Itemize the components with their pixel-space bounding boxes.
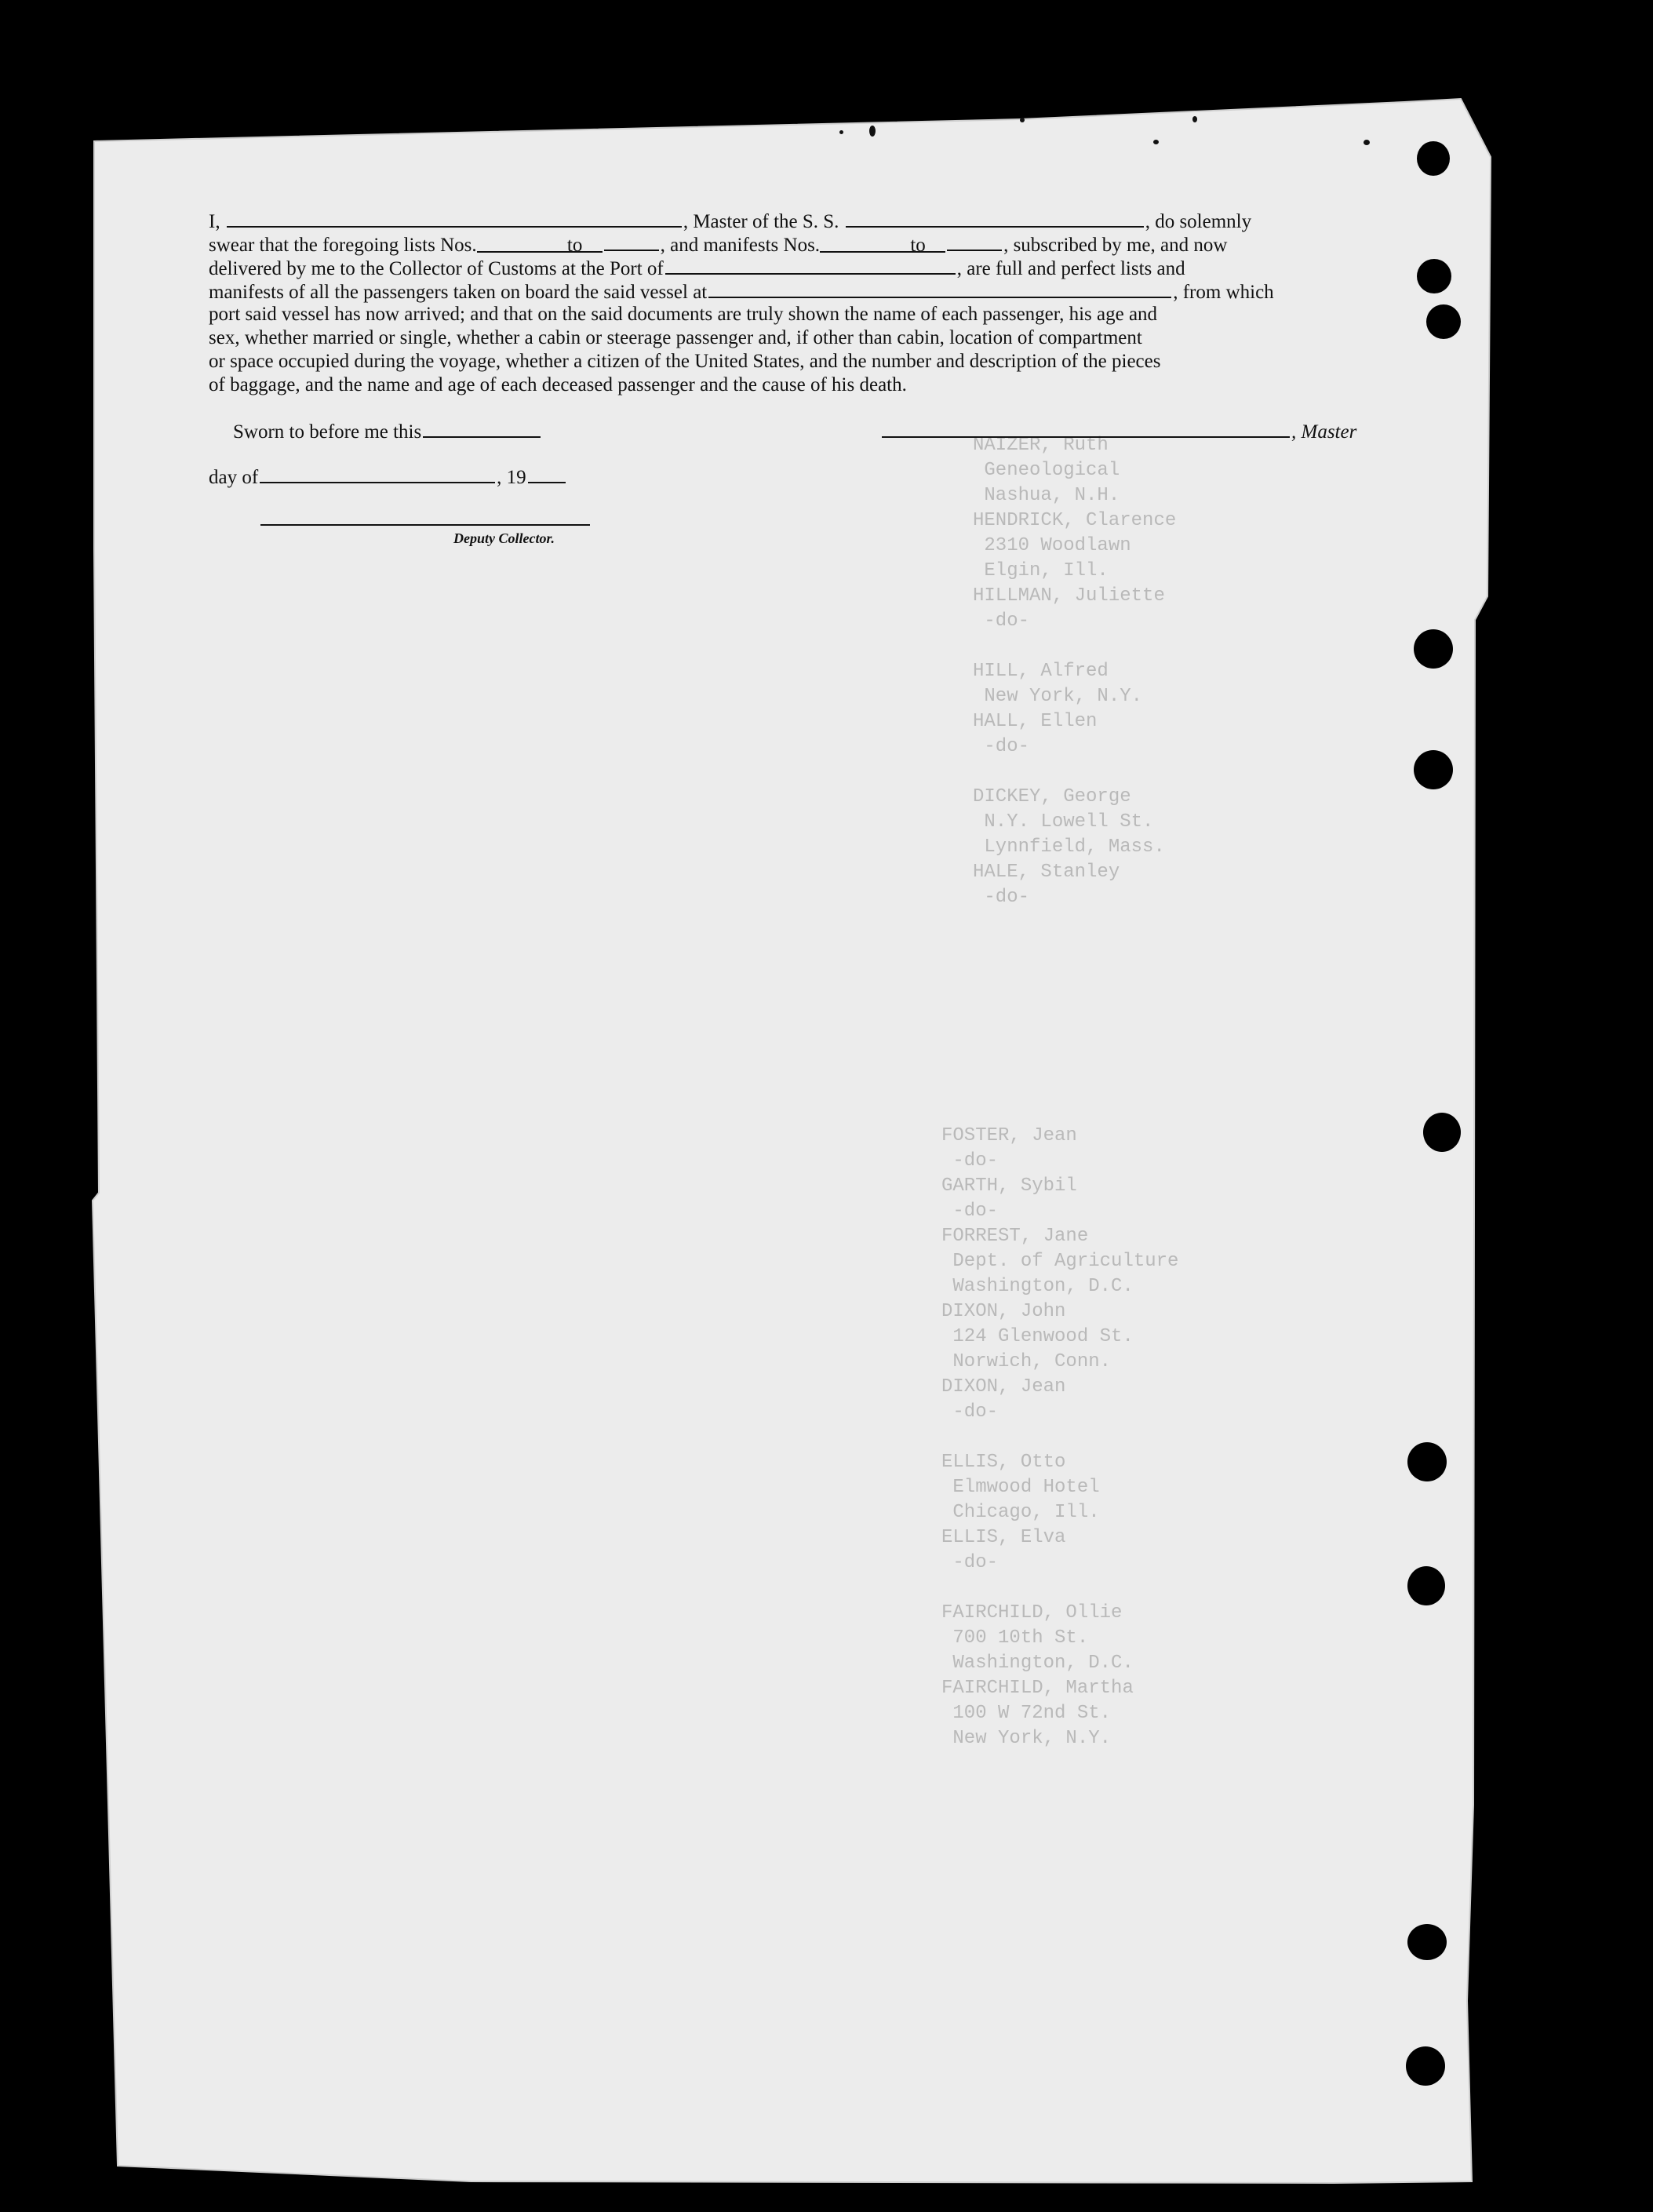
manifests-to-field[interactable] xyxy=(947,232,1002,251)
ink-speck xyxy=(1020,118,1025,122)
punch-hole xyxy=(1407,1442,1447,1481)
port-field[interactable] xyxy=(665,256,956,275)
deputy-signature-field[interactable] xyxy=(260,512,590,526)
ink-speck xyxy=(869,126,876,137)
master-signature-field[interactable] xyxy=(882,419,1290,438)
oath-vessel-at: manifests of all the passengers taken on board the said vessel at xyxy=(209,282,708,303)
ink-speck xyxy=(839,130,843,134)
punch-hole xyxy=(1417,259,1451,293)
oath-subscribed: , subscribed by me, and now xyxy=(1003,235,1228,256)
oath-line-4 xyxy=(209,279,1367,303)
oath-lists-nos: swear that the foregoing lists Nos. xyxy=(209,235,477,256)
oath-full-perfect: , are full and perfect lists and xyxy=(956,258,1185,279)
master-label: , Master xyxy=(1291,421,1357,443)
oath-line-3 xyxy=(209,256,1367,279)
oath-line-6: sex, whether married or single, whether a cabin or steerage passenger and, if other than cabin, location of compartment xyxy=(209,327,1142,348)
sworn-label: Sworn to before me this xyxy=(233,421,422,443)
sworn-date-field[interactable] xyxy=(423,419,541,438)
punch-hole xyxy=(1414,750,1453,789)
punch-hole xyxy=(1423,1113,1461,1152)
lists-to-field[interactable] xyxy=(604,232,659,251)
year-field[interactable] xyxy=(528,465,566,483)
punch-hole xyxy=(1414,629,1453,669)
ship-name-field[interactable] xyxy=(846,209,1144,228)
oath-line-1 xyxy=(209,209,1367,232)
lists-range[interactable]: to xyxy=(477,234,603,253)
punch-hole xyxy=(1406,2046,1445,2086)
punch-hole xyxy=(1407,1924,1447,1960)
master-name-field[interactable] xyxy=(227,209,682,228)
bleed-through-text: NAIZER, Ruth Geneological Nashua, N.H. HENDRICK, Clarence 2310 Woodlawn Elgin, Ill. HILLMAN, Juliette -do- HILL, Alfred New York, N.Y. HALL, Ellen -do- DICKEY, George N.Y. Lowell St. Lynnfield, Mass. HALE, Stanley -do- xyxy=(973,435,1177,908)
oath-line-7: or space occupied during the voyage, whether a citizen of the United States, and the number and description of the pieces xyxy=(209,351,1161,372)
oath-port-of: delivered by me to the Collector of Customs at the Port of xyxy=(209,258,664,279)
departure-port-field[interactable] xyxy=(708,279,1171,298)
deputy-collector-label: Deputy Collector. xyxy=(453,530,555,546)
ink-speck xyxy=(1192,116,1197,122)
master-signature-line xyxy=(880,419,1356,443)
oath-manifests-nos: , and manifests Nos. xyxy=(660,235,821,256)
oath-paragraph xyxy=(209,209,1367,397)
sworn-line xyxy=(233,419,542,443)
bleed-through-text-2: FOSTER, Jean -do- GARTH, Sybil -do- FORREST, Jane Dept. of Agriculture Washington, D.C. DIXON, John 124 Glenwood St. Norwich, Conn. DIXON, Jean -do- ELLIS, Otto Elmwood Hotel Chicago, Ill. ELLIS, Elva -do- FAIRCHILD, Ollie 700 10th St. Washington, D.C. FAIRCHILD, Martha 100 W 72nd St. New York, N.Y. xyxy=(941,1125,1179,1749)
oath-master-of: , Master of the S. S. xyxy=(683,211,839,232)
oath-line-5: port said vessel has now arrived; and that on the said documents are truly shown the name of each passenger, his age and xyxy=(209,304,1158,325)
day-of-line xyxy=(209,465,567,489)
oath-from-which: , from which xyxy=(1173,282,1274,303)
punch-hole xyxy=(1426,304,1461,339)
day-of-label: day of xyxy=(209,467,259,488)
punch-hole xyxy=(1417,141,1450,176)
oath-solemnly: , do solemnly xyxy=(1145,211,1252,232)
manifests-range[interactable]: to xyxy=(820,234,945,253)
oath-line-2 xyxy=(209,232,1367,256)
ink-speck xyxy=(1364,140,1370,145)
year-prefix: , 19 xyxy=(497,467,526,488)
oath-i: I, xyxy=(209,211,220,232)
punch-hole xyxy=(1407,1566,1445,1605)
month-field[interactable] xyxy=(260,465,495,483)
ink-speck xyxy=(1153,140,1159,144)
oath-line-8: of baggage, and the name and age of each deceased passenger and the cause of his death. xyxy=(209,374,907,395)
